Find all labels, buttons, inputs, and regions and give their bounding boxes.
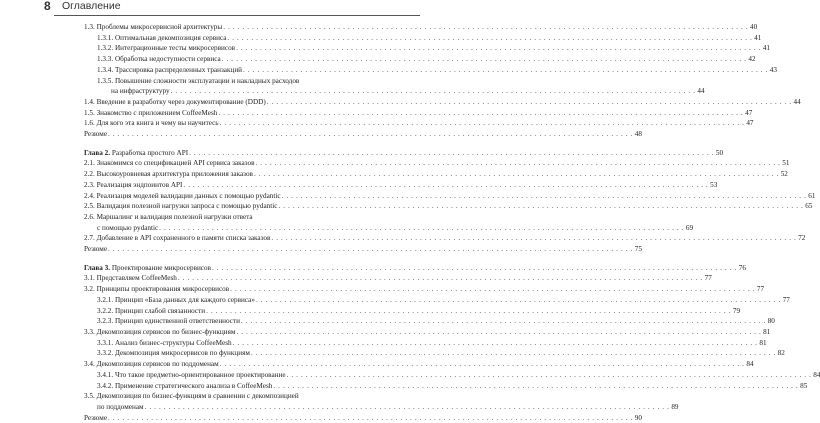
toc-page-number: 44 [697,87,705,96]
toc-page-number: 53 [710,180,718,189]
toc-entry [84,244,642,255]
toc-entry-text: 3.2. Принципы проектирования микросервисов [84,285,230,294]
toc-page-number: 41 [762,44,770,53]
toc-entry-title [97,316,240,327]
leader-dots [278,201,803,212]
toc-entry-title [84,244,107,255]
running-title: Оглавление [62,0,121,12]
toc-page-number: 77 [756,285,765,294]
leader-dots [233,338,758,349]
toc-entry [84,86,705,97]
toc-page-number: 41 [754,33,762,42]
toc-entry-text: 1.3.3. Обработка недоступности сервиса [97,55,221,64]
toc-entry-title [84,22,222,33]
toc-entry-text: 3.3.1. Анализ бизнес-структуры CoffeeMesh [97,338,232,347]
leader-dots [236,327,761,338]
toc-entry [84,191,816,202]
toc-page-number: 42 [748,55,756,64]
toc-entry-title [84,273,177,284]
toc-entry-title [97,65,242,76]
toc-entry-text: 3.2.3. Принцип единственной ответственности [97,317,240,326]
toc-entry-title [97,348,250,359]
toc-entry-text: 2.6. Маршалинг и валидация полезной нагрузки ответа [84,212,253,221]
toc-page-number: 61 [808,191,816,200]
toc-entry-text: 1.3.1. Оптимальная декомпозиция сервиса [97,33,227,42]
toc-entry-text: Резюме [84,245,108,254]
toc-entry-title [84,129,107,140]
toc-entry [84,402,679,413]
toc-entry [84,370,820,381]
toc-entry-text: Резюме [84,130,108,139]
toc-entry [84,284,765,295]
leader-dots [271,233,796,244]
toc-entry-text: 2.3. Реализация эндпоинтов API [84,180,183,189]
toc-entry [84,65,777,76]
leader-dots [108,244,633,255]
leader-dots [254,169,779,180]
toc-entry-text: 1.5. Знакомство с приложением CoffeeMesh [84,108,218,117]
toc-entry [84,223,694,234]
leader-dots [206,306,731,317]
leader-dots [230,284,755,295]
toc-entry [84,273,712,284]
toc-page-number: 44 [793,97,801,106]
toc-entry [84,158,790,169]
page-number: 8 [44,0,51,13]
toc-entry [84,33,762,44]
toc-entry-title [84,108,217,119]
leader-dots [255,158,780,169]
leader-dots [145,402,670,413]
toc-entry-title [84,284,229,295]
toc-entry-title [84,118,219,129]
header-rule [54,15,420,16]
toc-entry-text: 2.5. Валидация полезной нагрузки запроса с помощью pydantic [84,202,278,211]
leader-dots [108,413,633,423]
leader-dots [243,65,768,76]
toc-entry-text: 1.6. Для кого эта книга и чему вы научитесь [84,119,219,128]
toc-entry-title [97,223,158,234]
toc-page-number: 47 [745,108,753,117]
toc-entry [84,201,813,212]
toc-entry-title [84,201,277,212]
section-gap [84,255,404,263]
toc-entry-title [84,413,107,423]
toc-entry-title [84,191,281,202]
leader-dots [287,370,812,381]
toc-entry-continuation: по поддоменам [97,402,144,411]
toc-page-number: 40 [749,23,758,31]
toc-entry-title [84,391,299,402]
leader-dots [183,180,708,191]
toc-entry [84,348,785,359]
leader-dots [223,22,748,33]
toc-entry [84,22,758,33]
toc-entry [84,148,724,159]
section-gap [84,140,404,148]
toc-page-number: 65 [805,202,813,211]
toc-entry-title [84,97,266,108]
toc-entry [84,118,754,129]
toc-page-number: 72 [798,234,806,243]
toc-entry-text: 1.3.4. Трассировка распределенных транзакций [97,65,243,74]
leader-dots [159,223,684,234]
toc-page-number: 75 [634,245,642,254]
toc-page-number: 50 [715,148,724,157]
toc-page-number: 48 [634,130,642,139]
toc-entry-title [97,306,205,317]
toc-entry-text: 1.4. Введение в разработку через документирование (DDD) [84,97,266,106]
toc-entry-title [97,370,286,381]
toc-entry-title [84,180,182,191]
leader-dots [212,263,737,274]
toc-entry-continuation: на инфраструктуру [111,87,170,96]
toc-entry-text: Проектирование микросервисов [111,263,211,272]
toc-entry-text: 3.4.2. Применение стратегического анализа в CoffeeMesh [97,381,273,390]
toc-entry [84,327,771,338]
leader-dots [256,295,781,306]
leader-dots [251,348,776,359]
toc-entry [84,180,718,191]
toc-entry-text: 3.3.2. Декомпозиция микросервисов по функциям [97,349,250,358]
toc-entry-title [84,263,211,274]
toc-page-number: 47 [746,119,754,128]
toc-page-number: 69 [685,223,694,232]
leader-dots [108,129,633,140]
toc-entry-text: Резюме [84,413,108,422]
toc-entry-title [84,327,235,338]
toc-entry-text: 3.3. Декомпозиция сервисов по бизнес-функциям [84,327,236,336]
leader-dots [218,108,743,119]
toc-entry-text: Разработка простого API [111,148,189,157]
toc-entry [84,263,746,274]
toc-page-number: 84 [813,370,820,379]
toc-page-number: 77 [704,274,712,283]
toc-entry-title [97,33,226,44]
toc-entry [84,359,754,370]
toc-entry [84,413,642,423]
toc-entry-title [97,76,299,87]
toc-page-number: 85 [800,381,808,390]
toc-page-number: 81 [759,338,767,347]
toc-page-number: 79 [732,306,741,315]
toc-entry [84,169,788,180]
toc-entry [84,338,767,349]
toc-entry [84,129,642,140]
toc-entry-title [97,338,232,349]
leader-dots [273,381,798,392]
toc-page-number: 81 [763,327,771,336]
toc-entry-continuation: с помощью pydantic [97,223,159,232]
chapter-label: Глава 2. [84,148,111,157]
toc-entry-title [84,359,219,370]
toc-entry [84,108,753,119]
toc-entry-text: 3.2.2. Принцип слабой связанности [97,306,206,315]
toc-entry-title [84,158,254,169]
toc-entry [84,212,404,223]
toc-entry [84,97,801,108]
toc-page-number: 76 [738,263,746,272]
toc-entry-text: 1.3.5. Повышение сложности эксплуатации и накладных расходов [97,76,300,85]
toc-page-number: 84 [746,360,754,369]
toc-entry-text: 3.1. Представляем CoffeeMesh [84,274,177,283]
toc-entry [84,316,775,327]
toc-page-number: 82 [777,349,785,358]
toc-entry-title [111,86,170,97]
toc-entry-title [84,148,188,159]
toc-entry-title [84,233,270,244]
toc-entry-text: 3.4.1. Что такое предметно-ориентированное проектирование [97,370,286,379]
leader-dots [220,359,745,370]
page-header [0,0,420,14]
leader-dots [189,148,714,159]
leader-dots [227,33,752,44]
toc-page-number: 80 [767,317,775,326]
toc-entry-text: 1.3.2. Интеграционные тесты микросервисов [97,44,236,53]
leader-dots [236,43,761,54]
toc-page-number: 89 [671,402,679,411]
toc-entry [84,295,790,306]
toc-entry-title [97,295,255,306]
toc-entry-text: 3.5. Декомпозиция по бизнес-функциям в сравнении с декомпозицией [84,392,299,401]
toc-entry-text: 3.2.1. Принцип «База данных для каждого сервиса» [97,295,255,304]
toc-page-number: 43 [769,65,777,74]
toc-entry-title [97,43,235,54]
leader-dots [171,86,696,97]
toc-entry-title [84,169,253,180]
toc-entry [84,43,770,54]
leader-dots [241,316,766,327]
toc-page-number: 90 [634,413,642,422]
leader-dots [222,54,747,65]
toc-entry-text: 2.1. Знакомимся со спецификацией API сервиса заказов [84,159,255,168]
toc-entry [84,54,756,65]
toc-entry-title [84,212,253,223]
toc-entry-title [97,54,221,65]
toc-page-number: 52 [780,170,788,179]
toc-entry [84,391,404,402]
table-of-contents [84,22,820,423]
toc-entry-text: 2.2. Высокоуровневая архитектура приложения заказов [84,170,253,179]
toc-entry-text: 3.4. Декомпозиция сервисов по поддоменам [84,360,219,369]
toc-entry-text: 1.3. Проблемы микросервисной архитектуры [84,23,223,31]
toc-entry [84,233,806,244]
toc-entry [84,306,741,317]
toc-page-number: 51 [782,159,790,168]
toc-page-number: 77 [782,295,790,304]
toc-entry-text: 2.7. Добавление в API сохраненного в памяти списка заказов [84,234,271,243]
toc-entry-title [97,402,144,413]
chapter-label: Глава 3. [84,263,111,272]
toc-entry [84,381,808,392]
leader-dots [282,191,807,202]
leader-dots [267,97,792,108]
leader-dots [220,118,745,129]
toc-entry-title [97,381,272,392]
toc-entry-text: 2.4. Реализация моделей валидации данных с помощью pydantic [84,191,281,200]
toc-entry [84,76,404,87]
leader-dots [178,273,703,284]
